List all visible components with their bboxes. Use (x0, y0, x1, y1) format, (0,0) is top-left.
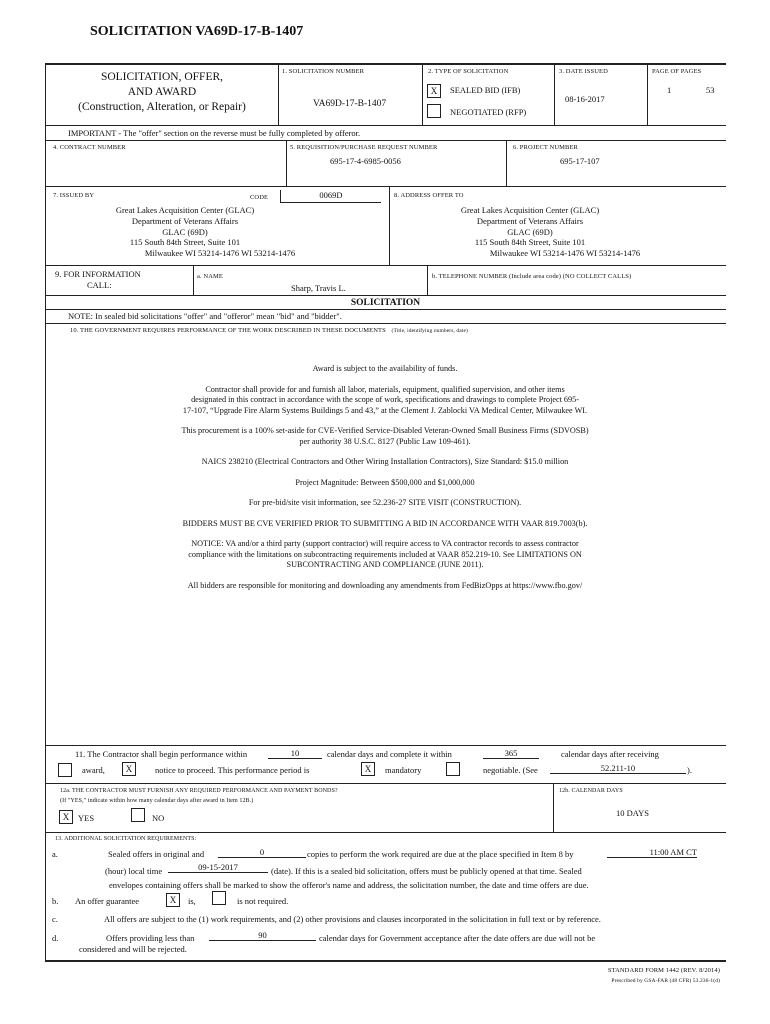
divider (45, 783, 726, 784)
contract-number-label: 4. CONTRACT NUMBER (53, 144, 126, 151)
due-time-field[interactable]: 11:00 AM CT (607, 847, 697, 858)
divider (286, 140, 287, 186)
divider (553, 783, 554, 832)
item-13d-letter: d. (52, 933, 59, 943)
work-description (120, 364, 650, 591)
paragraph: BIDDERS MUST BE CVE VERIFIED PRIOR TO SUBMITTING A BID IN ACCORDANCE WITH VAAR 819.7003(b). (182, 518, 588, 528)
paragraph: All bidders are responsible for monitoring and downloading any amendments from FedBizOpps at https://www.fbo.gov/ (187, 580, 583, 590)
paragraph: Contractor shall provide for and furnish all labor, materials, equipment, qualified supervision, and other items (205, 384, 565, 394)
divider (45, 63, 46, 960)
see-reference-close: ). (687, 765, 692, 775)
divider (45, 186, 726, 187)
date-issued-label: 3. DATE ISSUED (559, 68, 608, 75)
address-offer-label: 8. ADDRESS OFFER TO (394, 192, 464, 199)
item-12a-label: 12a. THE CONTRACTOR MUST FURNISH ANY REQUIRED PERFORMANCE AND PAYMENT BONDS? (60, 788, 338, 794)
item-13b-letter: b. (52, 896, 59, 906)
start-days-field[interactable]: 10 (268, 748, 322, 759)
issued-by-label: 7. ISSUED BY (53, 192, 95, 199)
issuing-office-code: 0069D (280, 190, 381, 203)
divider (506, 140, 507, 186)
form-bottom-border (45, 960, 726, 962)
divider (45, 309, 726, 310)
calendar-days-value: 10 DAYS (616, 808, 649, 818)
divider (193, 265, 194, 295)
divider (45, 323, 726, 324)
address-line: Great Lakes Acquisition Center (GLAC) (115, 205, 255, 215)
mandatory-checkbox[interactable]: X (361, 762, 375, 776)
contact-name: Sharp, Travis L. (291, 283, 346, 293)
requisition-number: 695-17-4-6985-0056 (330, 156, 401, 166)
bonds-no-label: NO (152, 813, 165, 823)
offer-guarantee-not-checkbox[interactable] (212, 891, 226, 905)
paragraph: NAICS 238210 (Electrical Contractors and Other Wiring Installation Contractors), Size Standard: $15.0 million (201, 457, 569, 466)
prescribed-by: Prescribed by GSA-FAR (48 CFR) 53.236-1(d) (611, 978, 720, 984)
see-reference-field[interactable]: 52.211-10 (550, 763, 686, 774)
due-date-field[interactable]: 09-15-2017 (168, 862, 268, 873)
item-10-text: 10. THE GOVERNMENT REQUIRES PERFORMANCE OF THE WORK DESCRIBED IN THESE DOCUMENTS (70, 327, 386, 334)
item-12b-label: 12b. CALENDAR DAYS (559, 788, 623, 794)
notice-to-proceed-checkbox[interactable]: X (122, 762, 136, 776)
item-13c-text: All offers are subject to the (1) work requirements, and (2) other provisions and clauses incorporated in the solicitation in full text or by reference. (104, 914, 601, 924)
sealed-bid-label: SEALED BID (IFB) (450, 85, 521, 95)
divider (45, 140, 726, 141)
issued-by-address (55, 205, 315, 259)
item-13b-text: An offer guarantee (75, 896, 140, 906)
divider (45, 125, 726, 126)
form-title (48, 70, 276, 115)
item-10-note: (Title, identifying numbers, date) (391, 328, 468, 334)
for-information-line: CALL: (87, 280, 112, 290)
item-11-text-b: calendar days and complete it within (327, 749, 452, 759)
project-number-label: 6. PROJECT NUMBER (513, 144, 578, 151)
for-information-label (55, 269, 141, 291)
sealed-bid-checkbox[interactable]: X (427, 84, 441, 98)
address-line: 115 South 84th Street, Suite 101 (474, 237, 586, 248)
address-line: GLAC (69D) (507, 226, 553, 237)
divider (554, 63, 555, 125)
paragraph: Award is subject to the availability of funds. (312, 364, 458, 373)
address-line: Department of Veterans Affairs (476, 215, 584, 226)
item-13d-text-2: calendar days for Government acceptance after the date offers are due will not be (319, 933, 596, 943)
item-11-text-c: calendar days after receiving (561, 749, 659, 759)
for-information-line: 9. FOR INFORMATION (55, 269, 141, 279)
negotiable-checkbox[interactable] (446, 762, 460, 776)
document-title: SOLICITATION VA69D-17-B-1407 (90, 24, 304, 39)
solicitation-number-label: 1. SOLICITATION NUMBER (282, 68, 365, 75)
item-13a-text: Sealed offers in original and (108, 849, 205, 859)
item-11-text-a: 11. The Contractor shall begin performance within (75, 749, 248, 759)
negotiable-label: negotiable. (See (483, 765, 538, 775)
paragraph: compliance with the limitations on subcontracting requirements included at VAAR 852.219-10. See LIMITATIONS ON (188, 549, 582, 559)
requisition-label: 5. REQUISITION/PURCHASE REQUEST NUMBER (290, 144, 438, 151)
address-line: Milwaukee WI 53214-1476 WI 53214-1476 (144, 248, 296, 259)
item-13c-letter: c. (52, 914, 58, 924)
address-offer-to (400, 205, 660, 259)
item-13d-text: Offers providing less than (106, 933, 195, 943)
address-line: 115 South 84th Street, Suite 101 (129, 237, 241, 248)
item-13d-text-3: considered and will be rejected. (79, 944, 187, 954)
paragraph: SUBCONTRACTING AND COMPLIANCE (JUNE 2011). (286, 560, 484, 569)
address-line: Great Lakes Acquisition Center (GLAC) (460, 205, 600, 215)
paragraph: This procurement is a 100% set-aside for CVE-Verified Service-Disabled Veteran-Owned Small Business Firms (SDVOSB) (181, 426, 589, 435)
award-checkbox[interactable] (58, 763, 72, 777)
acceptance-days-field[interactable]: 90 (209, 930, 316, 941)
code-label: CODE (250, 194, 269, 201)
paragraph: designated in this contract in accordance with the scope of work, specifications and drawings to complete Project 695- (191, 395, 579, 404)
divider (647, 63, 648, 125)
item-10-label (70, 327, 468, 334)
paragraph: per authority 38 U.S.C. 8127 (Public Law 109-461). (299, 436, 471, 446)
telephone-label: b. TELEPHONE NUMBER (Include area code) (NO COLLECT CALLS) (432, 273, 632, 280)
divider (45, 745, 726, 746)
address-line: Milwaukee WI 53214-1476 WI 53214-1476 (489, 248, 641, 259)
form-top-border (45, 63, 726, 65)
divider (422, 63, 423, 125)
form-title-line: SOLICITATION, OFFER, (100, 71, 224, 83)
notice-label: notice to proceed. This performance period is (155, 765, 310, 775)
important-notice: IMPORTANT - The "offer" section on the reverse must be fully completed by offeror. (68, 128, 361, 138)
address-line: Department of Veterans Affairs (131, 215, 239, 226)
form-title-line: AND AWARD (127, 86, 197, 98)
item-13a-text-3: (date). If this is a sealed bid solicitation, offers must be publicly opened at that time. Sealed (271, 866, 582, 876)
negotiated-checkbox[interactable] (427, 104, 441, 118)
divider (389, 186, 390, 265)
copies-field[interactable]: 0 (218, 847, 306, 858)
solicitation-number: VA69D-17-B-1407 (313, 99, 387, 109)
award-label: award, (82, 765, 105, 775)
paragraph: For pre-bid/site visit information, see 52.236-27 SITE VISIT (CONSTRUCTION). (248, 498, 522, 507)
address-line: GLAC (69D) (162, 226, 208, 237)
item-13-label: 13. ADDITIONAL SOLICITATION REQUIREMENTS: (55, 836, 197, 842)
page-number: 1 (667, 85, 672, 95)
mandatory-label: mandatory (385, 765, 422, 775)
page-of-pages-label: PAGE OF PAGES (652, 68, 702, 75)
date-issued: 08-16-2017 (565, 94, 605, 104)
divider (45, 832, 726, 833)
negotiated-label: NEGOTIATED (RFP) (450, 107, 527, 117)
complete-days-field[interactable]: 365 (483, 748, 539, 759)
form-title-line: (Construction, Alteration, or Repair) (78, 101, 246, 113)
offer-guarantee-not-label: is not required. (237, 896, 289, 906)
offer-guarantee-is-checkbox[interactable]: X (166, 893, 180, 907)
bonds-yes-checkbox[interactable]: X (59, 810, 73, 824)
total-pages: 53 (706, 85, 715, 95)
solicitation-heading: SOLICITATION (350, 298, 421, 308)
hour-label: (hour) local time (105, 866, 163, 876)
form-number: STANDARD FORM 1442 (REV. 8/2014) (607, 967, 720, 974)
item-12a-sub: (If "YES," indicate within how many calendar days after award in Item 12B.) (60, 798, 254, 804)
divider (45, 265, 726, 266)
bonds-yes-label: YES (78, 813, 95, 823)
paragraph: 17-107, “Upgrade Fire Alarm Systems Buildings 5 and 43,” at the Clement J. Zablocki VA Medical Center, Milwaukee WI. (182, 405, 588, 415)
offer-guarantee-is-label: is, (188, 896, 196, 906)
paragraph: NOTICE: VA and/or a third party (support contractor) will require access to VA contractor records to assess contractor (191, 539, 579, 548)
divider (278, 63, 279, 125)
item-13a-text-2: copies to perform the work required are due at the place specified in Item 8 by (307, 849, 574, 859)
paragraph: Project Magnitude: Between $500,000 and $1,000,000 (295, 477, 475, 487)
solicitation-type-label: 2. TYPE OF SOLICITATION (428, 68, 509, 75)
bonds-no-checkbox[interactable] (131, 808, 145, 822)
item-13a-text-4: envelopes containing offers shall be marked to show the offeror's name and address, the solicitation number, the date and time offers are due. (109, 880, 589, 890)
sealed-bid-note: NOTE: In sealed bid solicitations "offer" and "offeror" mean "bid" and "bidder". (68, 311, 342, 321)
item-13a-letter: a. (52, 849, 58, 859)
divider (427, 265, 428, 295)
project-number: 695-17-107 (560, 156, 600, 166)
divider (45, 295, 726, 296)
contact-name-label: a. NAME (197, 273, 223, 280)
